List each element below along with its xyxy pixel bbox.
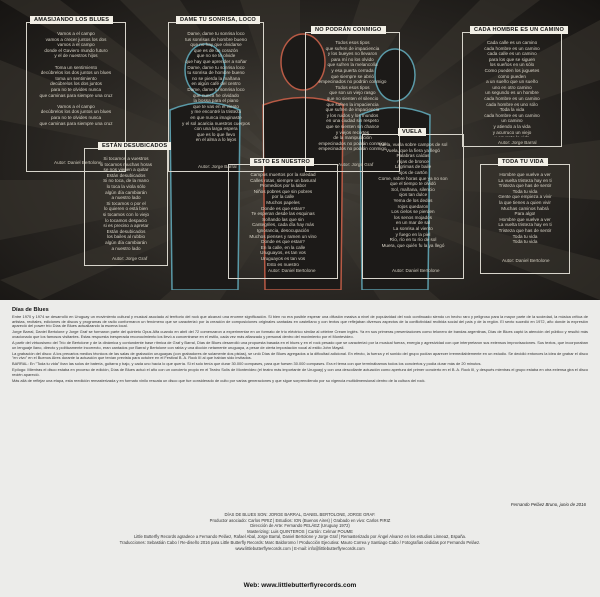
credits-line: Productor asociado: Carlos PIRIZ | Estudios: ION (Buenos Aires) | Grabado en vivo: Carlos PIRIZ [209,517,391,523]
song-lyrics-esto: Campos muertos por la soledad Calles rotas, siempre un basural Promedios por la labor Niños pobres que sin pobres por la calle Muchos papeles Donde es que estan? Te esperan desde las esquinas Soñando las que sin Cantegriles, cada día hay más Ignorancia, desocupación Muchos pienses y ramen un vino Donde es que estan? En la calle, en la calle Uruguayos, es tan vos Uruguayos es tan vos Esto es nuestro [249,172,317,266]
song-title-amasijando: AMASIJANDO LOS BLUES [30,16,113,24]
credits-line: Dirección de Arte: Fernando PELÁEZ (Uruguay 1972) [250,523,350,529]
song-lyrics-nopodran: Todos esos tipos que sufren de impaciencia y los bueyes no llevaron para mí no los olvido que sufren la melancolía y esa puerta cerrada que siempre se abrió empecinados no podrán conmigo Todos esos tipos que son un viejo rasgo que no sienten el silencio que sufren la impaciencia que sufren de impaciencia y los ruidos y los mundos en una ciudad sin respeto que se sienten sin chance y viejos recortes de la manipulación empecinados no podrán conmigo empecinados no podrán conmigo [318,40,387,152]
credits-block [40,512,560,551]
notes-paragraph: A partir del virtuosismo del Trío de Bertolone y de la dinámica y contundente base rítmica de Graf y Barral, Días de Blues desarrolló una propuesta basada en el blues y en el rock pesado que se caracterizó por la musical fuerza, energía y agresividad con que interpretaron sus extensos improvisaciones. Sus textos, que incorporaban un lenguaje llano, directo y políticamente incorrecto, eran cantados por Barral y Bertolone con rabia y una dicción netamente uruguaya, a pesar de cierta impostación vocal al estilo John Mayall. [12,339,588,350]
song-lyrics-amasijando: Vamos a el campo vamos a crecer juntos los dos vamos a el campo donde el Gaviero mundo futuro y el de nuestros hijos Toma un sentimiento decúbrelos los dos juntos un blues toma un sentimiento decúbrelos los dos juntos para no te olvides nunca que caminas para siempre una cruz Vamos a el campo decúbrelos los dos juntos un blues para no te olvides nunca que caminas para siempre una cruz [39,31,113,126]
song-author-nopodran: Autor: Jorge Graf [338,162,374,167]
song-title-dame: DAME TU SONRISA, LOCO [176,16,260,24]
song-title-todavida: TODA TU VIDA [498,158,548,166]
song-author-todavida: Autor: Daniel Bertolone [502,258,550,263]
song-title-nopodran: NO PODRÁN CONMIGO [311,26,386,34]
song-author-vuela: Autor: Daniel Bertolone [392,268,440,273]
notes-paragraph: Entre 1970 y 1974 se desarrolló en Uruguay un movimiento cultural y musical asociado al territorio del rock que alcanzó una enorme significación. Si bien no era posible esperar una difusión masiva a nivel de popularidad del rock continuado siendo un hecho raro y peligroso para la mayor parte de la sociedad, la música crítica de artistas, recitales, ediciones de discos y programas de radio conformaron un fenómeno que se caracterizó por la creación de composiciones originales cantadas en castellano y con textos que reflejaban diversos aspectos de la conflictividad recibida social del país y de la región. El sexto sucedió en 1972, año donde la expresión apareció del power trío Días de Blues actualizando la escena local. [12,315,588,329]
credits-line: www.littlebutterflyrecords.com | E-mail: info@littlebutterflyrecords.com [235,545,365,551]
website-link[interactable]: Web: www.littlebutterflyrecords.com [243,582,357,589]
song-title-estan: ESTÁN DESUBICADOS [98,142,171,150]
song-author-estan: Autor: Jorge Graf [112,256,148,261]
song-author-amasijando: Autor: Daniel Bertolone [54,160,102,165]
credits-line: Little Butterfly Records agradece a Fernando Peláez, Rafael Abal, Jorge Barral, Daniel Bertolone y Jorge Graf | Remasterizado por Ángel Alvarez en los estudios Linnea2, España. [133,534,467,540]
song-lyrics-dame: Dame, dame tu sonrisa loco tus sonrisas de hombre bueno que no hay que olvidarse que es de un corazón que no se te olvide que hay que aprender a soñar Dame, dame tu sonrisa loco tu sonrisa de hombre bueno no se pierda la mañana en algún café del centro Dame, dame tu sonrisa loco que nunca he olvidado la bossa para el piano que te vas en el viento y me encontré la tristeza en que nunca imaginaste y el sol acaricia nuestros cuerpos con una larga espera que es lo que llevo en el alma a lo lejos [182,31,250,143]
song-author-dame: Autor: Jorge Barral [198,164,237,169]
notes-paragraph: La grabación del disco: A los precarios medios técnicos de las salas de grabación uruguayas (con grabadores de solamente dos pistas), se unió Días de Blues agregados a la dificultad adicional. En efecto, la fuerza y el sonido del grupo podían aparecer irremediablemente en un estudio. Se decidió entonces la idea de grabar el disco "en vivo" en el Buenos Aires durante la actuación que tenían prevista para octubre en el Festival B. A. Rock III al que habían sido invitados. [12,350,588,361]
song-lyrics-todavida: Hombre que vuelve a ver La vuelta tristeza hay en ti Tristeza que has de sentir Toda tu vida Gente que empieza a vivir la que tienes a quien vivir Muchas caminos habrá Para algo! Hombre que vuelve a ver La vuelta tristeza hay en ti Tristeza que has de sentir Toda tu vida Toda tu vida [498,172,552,245]
notes-heading: Días de Blues [12,307,49,313]
song-title-esto: ESTO ES NUESTRO [250,158,314,166]
credits-line: Masterizing: Luis QUINTEROS | Cartón: Celmar POUME [247,528,353,534]
notes-paragraph: Más allá de reflejar una etapa, esta reedición remasterizada y en formato vinilo rescata un disco que fue considerado de culto por varias generaciones y que sigue sorprendiendo por su vigencia multidimensional dentro de la cultura del rock. [12,378,426,384]
notes-signature: Fernando Peláez Bruno, junio de 2016 [510,502,586,507]
song-author-esto: Autor: Daniel Bertolone [268,268,316,273]
liner-notes-panel [0,300,600,597]
song-title-vuela: VUELA [398,128,426,136]
song-lyrics-vuela: Vuela, vuela sobre campos de sol Vuela, que la fiera ya llegó Palabras caídas rojas de bronce Lágrimas de baile ojos de cartón Come, sobre horas que ya no son que el tiempo te olvidó Sol, mañana, silencio ojos tan dulce Yema de los dedos rojos quedaron Los cielos se pierden los senos mojados en un mar de sal La sonrisa al viento y fuego en la piel Río, río en tu río de sol Muera, que quién fu la ya llegó [378,142,448,248]
song-lyrics-estan: Si tocamos a vuestros si tocamos muchas horas se nos vienen a quitar Están desubicados Si no toca, de la mano lo toca la viola sólo algún día cambiarán a nuestro lado Si tocamos o por el lo quieren o está bien si tocamos con lo viejo lo tocamos despacio si es preciso a apretar Están desubicados los bailes al rubbio algún día cambiarán a nuestro lado [99,156,153,251]
notes-paragraph: Jorge Barral, Daniel Bertolone y Jorge Graf se formaron parte del quinteto Opus Alfa cuando en abril del 72 comenzaron a experimentar en un formato de trío eléctrico similar al célebre Cream inglés. Ya en sus primeras presentaciones como telonero de bandas argentinas, Días de Blues captó la atención del público y resultó más ovacionado que los famosos visitantes. Estas respuesta inesperada reconocimiento los llevó a concentrarse en el estilo, cada vez más afianzado y personal dentro del movimiento por el Montevideo. [12,329,588,339]
song-author-cadahombre: Autor: Jorge Barral [498,140,537,145]
notes-body [12,315,588,500]
notes-paragraph: BARRAL: En "Toda tu vida" iban las solos de batería, guitarra y bajo, y cada uno hacía lo que quería. Si el solo tenía que durar 30.000 compases, para que fuesen 30.000 compases. Era el tema con que terminábamos todos los conciertos y podía durar más de 20 minutos. [12,361,482,367]
notes-paragraph: Epílogo: Mientras el disco estaba en proceso de edición, Días de Blues actuó el año con un concierto propio en el Teatro Solís de Montevideo (el teatro más importante de Uruguay) y con una descollante actuación como apertura del primer concierto en el B. A. Rock III, y después mientras el grupo estaba en otra extensa gira el disco recién apareció. [12,367,588,378]
song-lyrics-cadahombre: Cada calle es un camino cada hombre es un camino cada calle es un camino para los que se siguen los sueños en un sólo Como pueden los juguetes como pueden a un sueño que un sueño uno en otro camino un segundo es un hombre cada hombre es un camino cada hombre es uno sólo Toda la vida cada hombre es un camino un camino y atiendo a la vida y acurruco un viejo [484,40,540,135]
credits-line: DÍAS DE BLUES SON: JORGE BARRAL, DANIEL BERTOLONE, JORGE GRAF. [224,512,376,517]
song-title-cadahombre: CADA HOMBRE ES UN CAMINO [470,26,568,34]
credits-line: Traducciones: Sebastián Cabo / Re-diseño 2016 para Little Butterfly Records: Marc Baldoromo / Producción Ejecutiva: Mauro Correa y Santiago Cabo / Fotografías cedidas por Fernando Peláez. [119,539,481,545]
